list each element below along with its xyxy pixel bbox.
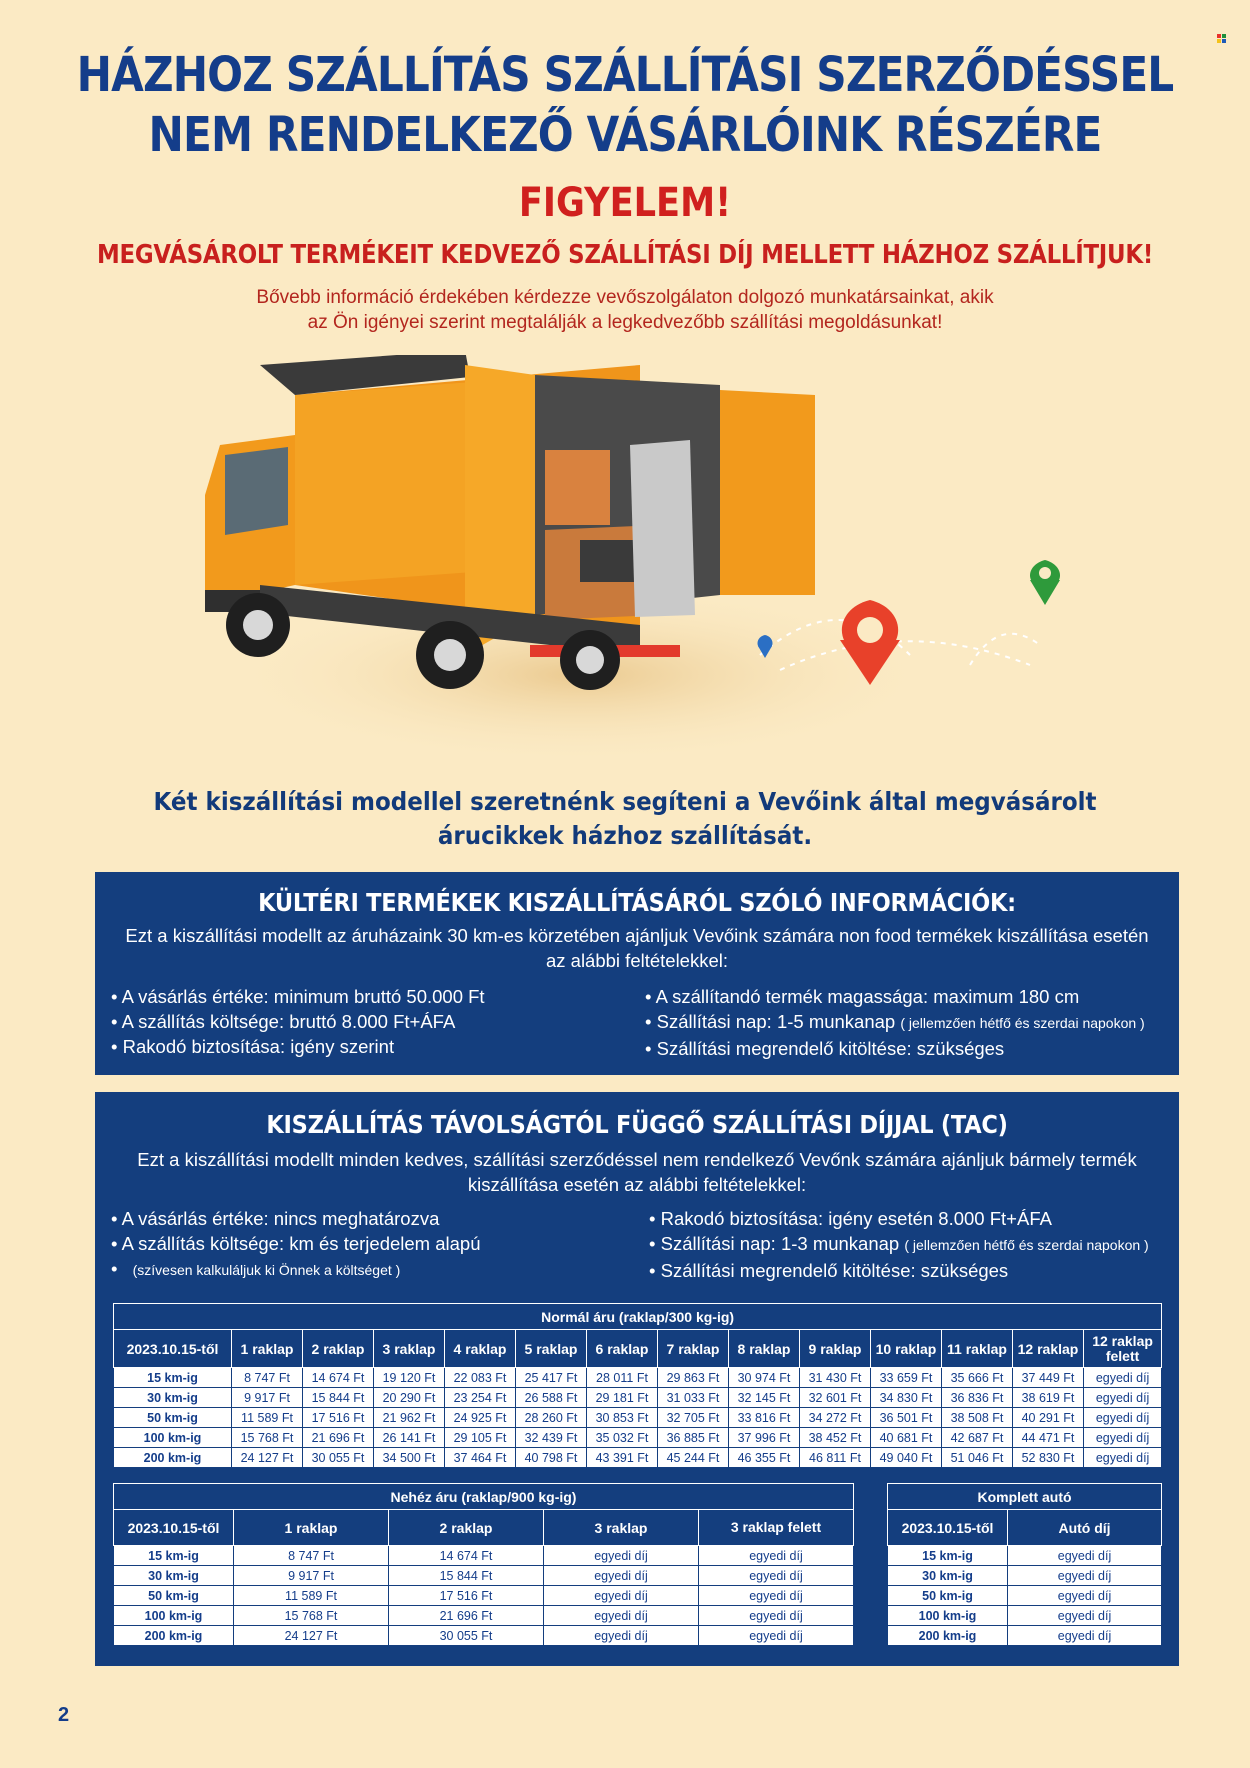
column-header: 10 raklap [871, 1330, 942, 1368]
price-cell: egyedi díj [699, 1606, 854, 1626]
price-cell: 28 011 Ft [587, 1368, 658, 1388]
list-item: • Szállítási nap: 1-3 munkanap ( jellemzően hétfő és szerdai napokon ) [649, 1231, 1149, 1258]
price-cell: egyedi díj [1008, 1566, 1162, 1586]
delivery-truck-illustration [200, 355, 1080, 785]
price-cell: 21 696 Ft [389, 1606, 544, 1626]
price-cell: 8 747 Ft [232, 1368, 303, 1388]
price-cell: 19 120 Ft [374, 1368, 445, 1388]
column-header: 1 raklap [232, 1330, 303, 1368]
price-cell: 9 917 Ft [234, 1566, 389, 1586]
price-cell: 26 588 Ft [516, 1388, 587, 1408]
distance-cell: 200 km-ig [888, 1626, 1008, 1646]
price-cell: 37 996 Ft [729, 1428, 800, 1448]
table-row [888, 1566, 1162, 1586]
price-cell: 32 145 Ft [729, 1388, 800, 1408]
day-note: ( jellemzően hétfő és szerdai napokon ) [900, 1015, 1145, 1031]
distance-cell: 30 km-ig [114, 1566, 234, 1586]
price-cell: 20 290 Ft [374, 1388, 445, 1408]
table-row [888, 1586, 1162, 1606]
price-cell: egyedi díj [544, 1546, 699, 1566]
price-cell: 24 127 Ft [234, 1626, 389, 1646]
intro-line1: Két kiszállítási modellel szeretnénk segíteni a Vevőink által megvásárolt [153, 787, 1097, 816]
outdoor-left-list [111, 984, 485, 1059]
table-row [888, 1606, 1162, 1626]
table-row [888, 1546, 1162, 1566]
list-item: • Szállítási nap: 1-5 munkanap ( jellemzően hétfő és szerdai napokon ) [645, 1009, 1145, 1036]
tac-right-list [649, 1206, 1149, 1283]
price-cell: 29 863 Ft [658, 1368, 729, 1388]
price-cell: 35 032 Ft [587, 1428, 658, 1448]
price-cell: egyedi díj [544, 1566, 699, 1586]
list-item: • A vásárlás értéke: nincs meghatározva [111, 1206, 480, 1231]
tac-desc-line2: kiszállítása esetén az alábbi feltételekkel: [467, 1174, 807, 1195]
list-item: • Rakodó biztosítása: igény szerint [111, 1034, 485, 1059]
outdoor-info-panel [95, 872, 1179, 1075]
price-cell: 22 083 Ft [445, 1368, 516, 1388]
price-cell: egyedi díj [544, 1626, 699, 1646]
heavy-table-caption: Nehéz áru (raklap/900 kg-ig) [114, 1484, 854, 1510]
price-cell: egyedi díj [699, 1586, 854, 1606]
normal-table-header-row [114, 1330, 1162, 1368]
warning-subheading: MEGVÁSÁROLT TERMÉKEIT KEDVEZŐ SZÁLLÍTÁSI DÍJ MELLETT HÁZHOZ SZÁLLÍTJUK! [96, 240, 1154, 270]
price-cell: 44 471 Ft [1013, 1428, 1084, 1448]
price-cell: egyedi díj [699, 1546, 854, 1566]
price-cell: 8 747 Ft [234, 1546, 389, 1566]
column-header: 7 raklap [658, 1330, 729, 1368]
price-cell: 29 105 Ft [445, 1428, 516, 1448]
price-cell: 38 508 Ft [942, 1408, 1013, 1428]
price-cell: 34 500 Ft [374, 1448, 445, 1468]
price-cell: 15 768 Ft [232, 1428, 303, 1448]
list-item: • Szállítási megrendelő kitöltése: szükséges [649, 1258, 1149, 1283]
distance-cell: 100 km-ig [114, 1606, 234, 1626]
price-cell: 34 830 Ft [871, 1388, 942, 1408]
table-row [114, 1408, 1162, 1428]
price-cell: 36 836 Ft [942, 1388, 1013, 1408]
distance-cell: 200 km-ig [114, 1626, 234, 1646]
normal-goods-price-table [113, 1303, 1162, 1468]
column-header: 2 raklap [389, 1510, 544, 1546]
price-cell: 9 917 Ft [232, 1388, 303, 1408]
info-text-line2: az Ön igényei szerint megtalálják a legkedvezőbb szállítási megoldásunkat! [307, 312, 943, 333]
price-cell: egyedi díj [1084, 1428, 1162, 1448]
column-header: 3 raklap felett [699, 1510, 854, 1546]
price-cell: 49 040 Ft [871, 1448, 942, 1468]
price-cell: 40 798 Ft [516, 1448, 587, 1468]
column-header: 11 raklap [942, 1330, 1013, 1368]
page-title-line1: HÁZHOZ SZÁLLÍTÁS SZÁLLÍTÁSI SZERZŐDÉSSEL [76, 47, 1174, 103]
price-cell: 29 181 Ft [587, 1388, 658, 1408]
table-row [114, 1546, 854, 1566]
price-cell: 30 055 Ft [303, 1448, 374, 1468]
price-cell: 23 254 Ft [445, 1388, 516, 1408]
distance-cell: 15 km-ig [114, 1546, 234, 1566]
price-cell: 15 768 Ft [234, 1606, 389, 1626]
price-cell: egyedi díj [1008, 1606, 1162, 1626]
intro-line2: árucikkek házhoz szállítását. [437, 821, 813, 850]
heavy-table-header-row [114, 1510, 854, 1546]
column-header: 1 raklap [234, 1510, 389, 1546]
distance-cell: 30 km-ig [114, 1388, 232, 1408]
full-truck-table-caption: Komplett autó [888, 1484, 1162, 1510]
price-cell: egyedi díj [1084, 1408, 1162, 1428]
price-cell: 43 391 Ft [587, 1448, 658, 1468]
list-item: • Rakodó biztosítása: igény esetén 8.000 Ft+ÁFA [649, 1206, 1149, 1231]
price-cell: 21 696 Ft [303, 1428, 374, 1448]
table-row [114, 1388, 1162, 1408]
price-cell: 37 449 Ft [1013, 1368, 1084, 1388]
price-cell: 14 674 Ft [389, 1546, 544, 1566]
distance-cell: 100 km-ig [114, 1428, 232, 1448]
list-item: • A szállítandó termék magassága: maximum 180 cm [645, 984, 1145, 1009]
list-item: • A szállítás költsége: bruttó 8.000 Ft+ÁFA [111, 1009, 485, 1034]
price-cell: 17 516 Ft [389, 1586, 544, 1606]
price-cell: 40 681 Ft [871, 1428, 942, 1448]
price-cell: 11 589 Ft [232, 1408, 303, 1428]
table-row [114, 1626, 854, 1646]
list-item: • A vásárlás értéke: minimum bruttó 50.000 Ft [111, 984, 485, 1009]
price-cell: 25 417 Ft [516, 1368, 587, 1388]
corner-logo-icon [1217, 34, 1226, 43]
price-cell: egyedi díj [699, 1626, 854, 1646]
distance-cell: 15 km-ig [888, 1546, 1008, 1566]
column-header: 2023.10.15-től [114, 1510, 234, 1546]
column-header: 12 raklap felett [1084, 1330, 1162, 1368]
table-row [114, 1586, 854, 1606]
price-cell: 24 925 Ft [445, 1408, 516, 1428]
distance-cell: 50 km-ig [888, 1586, 1008, 1606]
price-cell: 11 589 Ft [234, 1586, 389, 1606]
price-cell: 21 962 Ft [374, 1408, 445, 1428]
price-cell: 42 687 Ft [942, 1428, 1013, 1448]
price-cell: 31 430 Ft [800, 1368, 871, 1388]
full-truck-price-table [887, 1483, 1162, 1646]
tac-panel-title: KISZÁLLÍTÁS TÁVOLSÁGTÓL FÜGGŐ SZÁLLÍTÁSI DÍJJAL (TAC) [266, 1110, 1008, 1139]
price-cell: 37 464 Ft [445, 1448, 516, 1468]
location-pin-green-icon [1030, 560, 1060, 605]
price-cell: 45 244 Ft [658, 1448, 729, 1468]
price-cell: 26 141 Ft [374, 1428, 445, 1448]
price-cell: 30 974 Ft [729, 1368, 800, 1388]
price-cell: 32 705 Ft [658, 1408, 729, 1428]
price-cell: egyedi díj [1008, 1586, 1162, 1606]
column-header: 4 raklap [445, 1330, 516, 1368]
price-cell: 40 291 Ft [1013, 1408, 1084, 1428]
column-header: 2023.10.15-től [888, 1510, 1008, 1546]
price-cell: 30 853 Ft [587, 1408, 658, 1428]
column-header: 9 raklap [800, 1330, 871, 1368]
price-cell: egyedi díj [544, 1606, 699, 1626]
price-cell: 38 619 Ft [1013, 1388, 1084, 1408]
price-cell: 35 666 Ft [942, 1368, 1013, 1388]
warning-heading: FIGYELEM! [518, 180, 732, 226]
price-cell: egyedi díj [1084, 1368, 1162, 1388]
heavy-goods-price-table [113, 1483, 854, 1646]
price-cell: 36 885 Ft [658, 1428, 729, 1448]
price-cell: egyedi díj [1008, 1626, 1162, 1646]
list-item: • A szállítás költsége: km és terjedelem alapú [111, 1231, 480, 1256]
price-cell: 52 830 Ft [1013, 1448, 1084, 1468]
price-cell: egyedi díj [544, 1586, 699, 1606]
price-cell: 17 516 Ft [303, 1408, 374, 1428]
price-cell: 32 601 Ft [800, 1388, 871, 1408]
price-cell: 28 260 Ft [516, 1408, 587, 1428]
tac-left-list [111, 1206, 480, 1283]
column-header: 8 raklap [729, 1330, 800, 1368]
price-cell: 33 659 Ft [871, 1368, 942, 1388]
price-cell: egyedi díj [1084, 1448, 1162, 1468]
price-cell: 32 439 Ft [516, 1428, 587, 1448]
info-text-line1: Bővebb információ érdekében kérdezze vevőszolgálaton dolgozó munkatársainkat, akik [256, 287, 994, 308]
table-row [114, 1448, 1162, 1468]
column-header: Autó díj [1008, 1510, 1162, 1546]
tac-desc-line1: Ezt a kiszállítási modellt minden kedves, szállítási szerződéssel nem rendelkező Vevőnk számára ajánljuk bármely termék [137, 1149, 1137, 1170]
page-number: 2 [58, 1704, 70, 1726]
distance-cell: 30 km-ig [888, 1566, 1008, 1586]
column-header: 5 raklap [516, 1330, 587, 1368]
column-header: 3 raklap [544, 1510, 699, 1546]
distance-cell: 200 km-ig [114, 1448, 232, 1468]
price-cell: 46 811 Ft [800, 1448, 871, 1468]
price-cell: 15 844 Ft [389, 1566, 544, 1586]
price-cell: 46 355 Ft [729, 1448, 800, 1468]
distance-cell: 50 km-ig [114, 1586, 234, 1606]
price-cell: 38 452 Ft [800, 1428, 871, 1448]
price-cell: 36 501 Ft [871, 1408, 942, 1428]
distance-cell: 15 km-ig [114, 1368, 232, 1388]
price-cell: 51 046 Ft [942, 1448, 1013, 1468]
table-row [114, 1428, 1162, 1448]
outdoor-desc-line1: Ezt a kiszállítási modellt az áruházaink 30 km-es körzetében ajánljuk Vevőink számára non food termékek kiszállítása esetén [125, 925, 1149, 946]
price-cell: 14 674 Ft [303, 1368, 374, 1388]
price-cell: 33 816 Ft [729, 1408, 800, 1428]
page-title-line2: NEM RENDELKEZŐ VÁSÁRLÓINK RÉSZÉRE [148, 107, 1102, 163]
day-note: ( jellemzően hétfő és szerdai napokon ) [904, 1237, 1149, 1253]
column-header: 3 raklap [374, 1330, 445, 1368]
table-row [114, 1606, 854, 1626]
price-cell: egyedi díj [1008, 1546, 1162, 1566]
outdoor-desc-line2: az alábbi feltételekkel: [545, 950, 729, 971]
price-cell: 24 127 Ft [232, 1448, 303, 1468]
list-item-note: • (szívesen kalkuláljuk ki Önnek a költséget ) [111, 1256, 480, 1283]
full-truck-table-header-row [888, 1510, 1162, 1546]
price-cell: egyedi díj [1084, 1388, 1162, 1408]
normal-table-caption: Normál áru (raklap/300 kg-ig) [114, 1304, 1162, 1330]
price-cell: egyedi díj [699, 1566, 854, 1586]
table-row [114, 1368, 1162, 1388]
column-header: 12 raklap [1013, 1330, 1084, 1368]
column-header: 2023.10.15-től [114, 1330, 232, 1368]
price-cell: 30 055 Ft [389, 1626, 544, 1646]
table-row [888, 1626, 1162, 1646]
table-row [114, 1566, 854, 1586]
outdoor-right-list [645, 984, 1145, 1061]
price-cell: 15 844 Ft [303, 1388, 374, 1408]
column-header: 6 raklap [587, 1330, 658, 1368]
price-cell: 31 033 Ft [658, 1388, 729, 1408]
distance-cell: 100 km-ig [888, 1606, 1008, 1626]
price-cell: 34 272 Ft [800, 1408, 871, 1428]
outdoor-panel-title: KÜLTÉRI TERMÉKEK KISZÁLLÍTÁSÁRÓL SZÓLÓ INFORMÁCIÓK: [258, 888, 1016, 917]
distance-cell: 50 km-ig [114, 1408, 232, 1428]
list-item: • Szállítási megrendelő kitöltése: szükséges [645, 1036, 1145, 1061]
column-header: 2 raklap [303, 1330, 374, 1368]
